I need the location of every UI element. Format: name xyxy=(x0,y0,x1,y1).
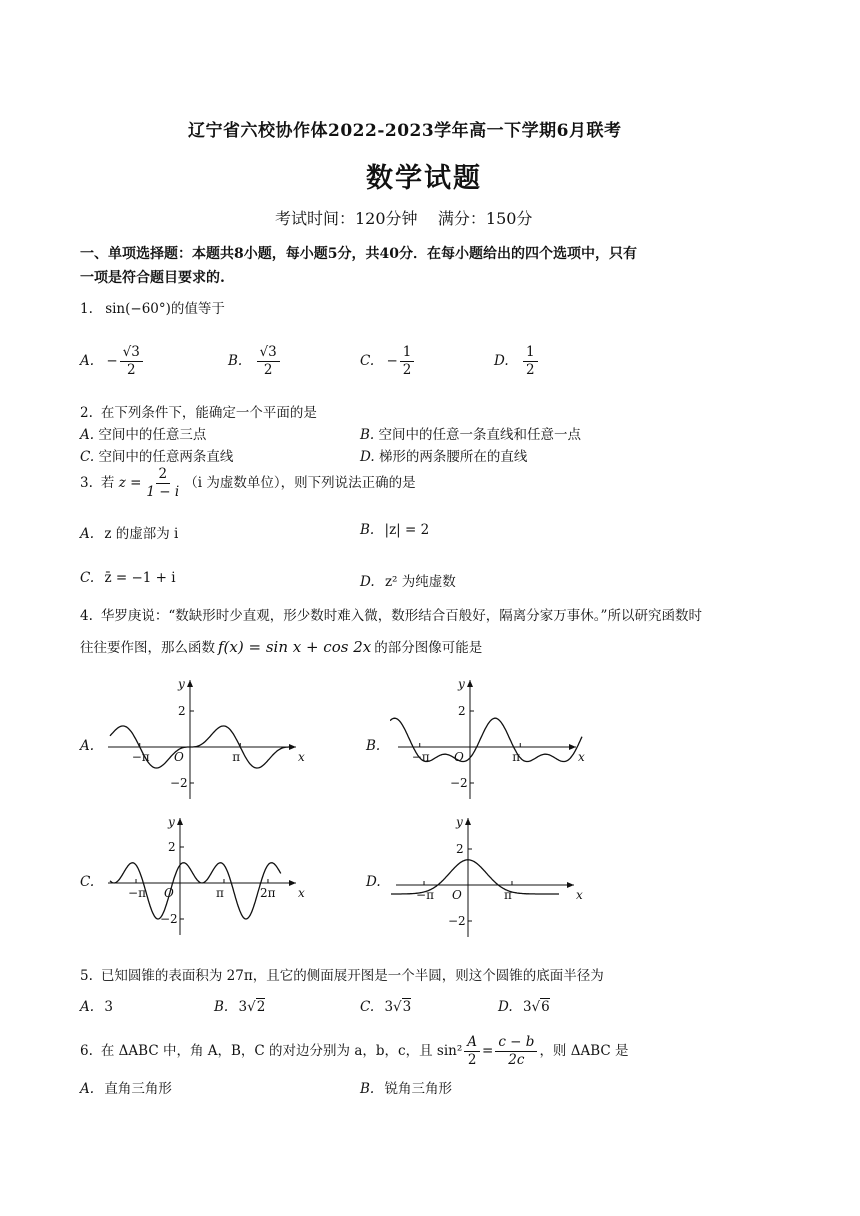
document-title: 辽宁省六校协作体2022-2023学年高一下学期6月联考 xyxy=(188,121,622,141)
y-axis-arrow xyxy=(467,680,473,687)
q5-option-c: C. 3√3 xyxy=(360,999,412,1015)
graph-a-letter: A. xyxy=(80,738,95,754)
x-tick-label: −π xyxy=(411,750,430,764)
q1-option-c: C. − $\frac{1}{2}$ xyxy=(360,344,416,379)
graph-b-letter: B. xyxy=(366,738,381,754)
question-2: 2. 在下列条件下，能确定一个平面的是 xyxy=(80,405,317,421)
subject-title: 数学试题 xyxy=(366,163,482,194)
q1-option-a: A. − $\frac{√3}{2}$ xyxy=(80,344,145,379)
question-3: 3. 若 z = $\frac{2}{1 - i}$ （i 为虚数单位），则下列说法正确的是 xyxy=(80,466,416,500)
question-6: 6. 在 ΔABC 中，角 A，B，C 的对边分别为 a，b，c，且 sin² $\frac{A}{2}$ = $\frac{c - b}{2c}$ ，则 ΔABC 是 xyxy=(80,1034,629,1068)
q6-option-b: B. 锐角三角形 xyxy=(360,1081,453,1097)
y-tick-label: −2 xyxy=(170,776,188,790)
x-axis-label: x xyxy=(578,750,585,764)
x-tick-label: −π xyxy=(128,886,146,900)
graph-d xyxy=(388,810,588,942)
y-axis-arrow xyxy=(465,818,471,825)
origin-label: O xyxy=(164,886,174,900)
graph-c xyxy=(100,810,310,942)
q3-option-a: A. z 的虚部为 i xyxy=(80,526,179,542)
x-axis-arrow xyxy=(569,744,576,750)
question-4-line2: 往往要作图，那么函数 f(x) = sin x + cos 2x 的部分图像可能是 xyxy=(80,638,483,656)
x-tick-label: 2π xyxy=(259,886,276,900)
graph-d-letter: D. xyxy=(366,874,381,890)
question-text: 的值等于 xyxy=(170,301,225,317)
q2-option-a: A. 空间中的任意三点 xyxy=(80,427,207,443)
y-tick-label: 2 xyxy=(178,704,186,718)
y-tick-label: −2 xyxy=(160,912,178,926)
y-axis-label: y xyxy=(456,815,463,829)
exam-info: 考试时间：120分钟 满分：150分 xyxy=(275,209,533,228)
x-axis-label: x xyxy=(576,888,583,902)
y-axis-label: y xyxy=(458,677,465,691)
graph-c-letter: C. xyxy=(80,874,95,890)
x-tick-label: π xyxy=(232,750,241,764)
question-4-line1: 4. 华罗庚说：“数缺形时少直观，形少数时难入微，数形结合百般好，隔离分家万事休。”所以研究函数时 xyxy=(80,608,702,624)
origin-label: O xyxy=(454,750,464,764)
section-heading-line2: 一项是符合题目要求的. xyxy=(80,270,225,286)
y-axis-label: y xyxy=(178,677,185,691)
q2-option-b: B. 空间中的任意一条直线和任意一点 xyxy=(360,427,582,443)
q3-option-b: B. |z| = 2 xyxy=(360,522,430,538)
x-tick-label: −π xyxy=(416,888,434,902)
q5-option-d: D. 3√6 xyxy=(498,999,550,1015)
question-1 xyxy=(80,297,225,317)
x-tick-label: π xyxy=(215,886,224,900)
q3-option-c: C. z̄ = −1 + i xyxy=(80,570,176,586)
x-tick-label: −π xyxy=(131,750,150,764)
y-axis-arrow xyxy=(177,818,183,825)
graph-a xyxy=(100,672,310,804)
q2-option-c: C. 空间中的任意两条直线 xyxy=(80,449,234,465)
x-axis-label: x xyxy=(298,886,305,900)
origin-label: O xyxy=(452,888,462,902)
question-number: 1. xyxy=(80,301,93,317)
q1-option-b: B. $\frac{√3}{2}$ xyxy=(228,344,282,379)
y-tick-label: 2 xyxy=(458,704,466,718)
x-axis-arrow xyxy=(289,880,296,886)
y-axis-label: y xyxy=(168,815,175,829)
origin-label: O xyxy=(174,750,184,764)
q1-option-d: D. $\frac{1}{2}$ xyxy=(494,344,540,379)
x-tick-label: π xyxy=(512,750,521,764)
y-tick-label: −2 xyxy=(448,914,466,928)
graph-b xyxy=(390,672,590,804)
y-axis-arrow xyxy=(187,680,193,687)
x-tick-label: π xyxy=(503,888,512,902)
x-axis-label: x xyxy=(298,750,305,764)
q6-option-a: A. 直角三角形 xyxy=(80,1081,172,1097)
q3-option-d: D. z² 为纯虚数 xyxy=(360,574,456,590)
q2-option-d: D. 梯形的两条腰所在的直线 xyxy=(360,449,528,465)
y-tick-label: −2 xyxy=(450,776,468,790)
math-expression: sin(−60°) xyxy=(105,301,171,317)
q5-option-a: A. 3 xyxy=(80,999,113,1015)
y-tick-label: 2 xyxy=(168,840,176,854)
question-5: 5. 已知圆锥的表面积为 27π，且它的侧面展开图是一个半圆，则这个圆锥的底面半径为 xyxy=(80,968,604,984)
y-tick-label: 2 xyxy=(456,842,464,856)
q5-option-b: B. 3√2 xyxy=(214,999,266,1015)
section-heading-line1: 一、单项选择题：本题共8小题，每小题5分，共40分．在每小题给出的四个选项中，只有 xyxy=(80,246,637,262)
x-axis-arrow xyxy=(567,882,574,888)
